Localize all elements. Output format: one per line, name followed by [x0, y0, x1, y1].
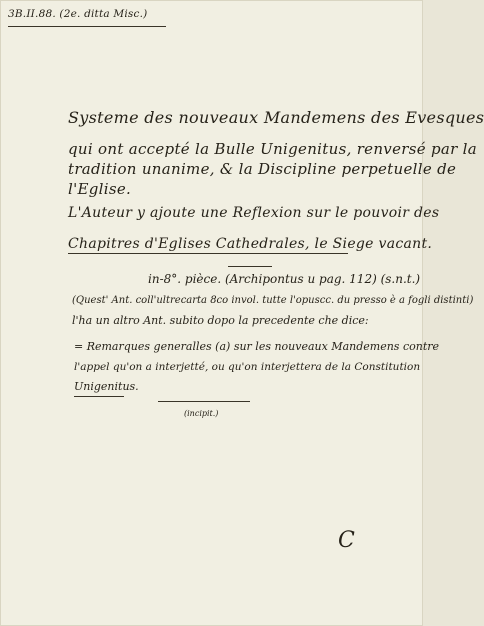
notes-underline	[74, 396, 124, 397]
corner-mark: C	[338, 528, 355, 553]
note-line-2: l'ha un altro Ant. subito dopo la precedente che dice:	[72, 314, 369, 327]
title-line-2: qui ont accepté la Bulle Unigenitus, renversé par la	[68, 140, 477, 158]
collation-line: in-8°. pièce. (Archipontus u pag. 112) (s.n.t.)	[148, 272, 421, 286]
note-line-5: Unigenitus.	[74, 380, 139, 393]
shelfmark: 3B.II.88. (2e. ditta Misc.)	[8, 8, 148, 20]
title-line-4: l'Eglise.	[68, 180, 132, 198]
shelfmark-underline	[8, 26, 166, 27]
subtitle-underline	[68, 253, 348, 254]
note-line-4: l'appel qu'on a interjetté, ou qu'on interjettera de la Constitution	[74, 361, 421, 373]
note-line-3: = Remarques generalles (a) sur les nouveaux Mandemens contre	[74, 340, 440, 353]
section-divider	[228, 266, 272, 267]
note-line-1: (Quest' Ant. coll'ultrecarta 8co invol. tutte l'opuscc. du presso è a fogli distinti)	[72, 295, 474, 306]
bottom-note: (incipit.)	[184, 409, 219, 418]
bottom-divider	[158, 401, 250, 402]
title-line-3: tradition unanime, & la Discipline perpetuelle de	[68, 160, 457, 178]
subtitle-line-2: Chapitres d'Eglises Cathedrales, le Siege vacant.	[68, 236, 433, 252]
subtitle-line-1: L'Auteur y ajoute une Reflexion sur le pouvoir des	[68, 205, 440, 221]
title-line-1: Systeme des nouveaux Mandemens des Evesques	[68, 108, 484, 127]
